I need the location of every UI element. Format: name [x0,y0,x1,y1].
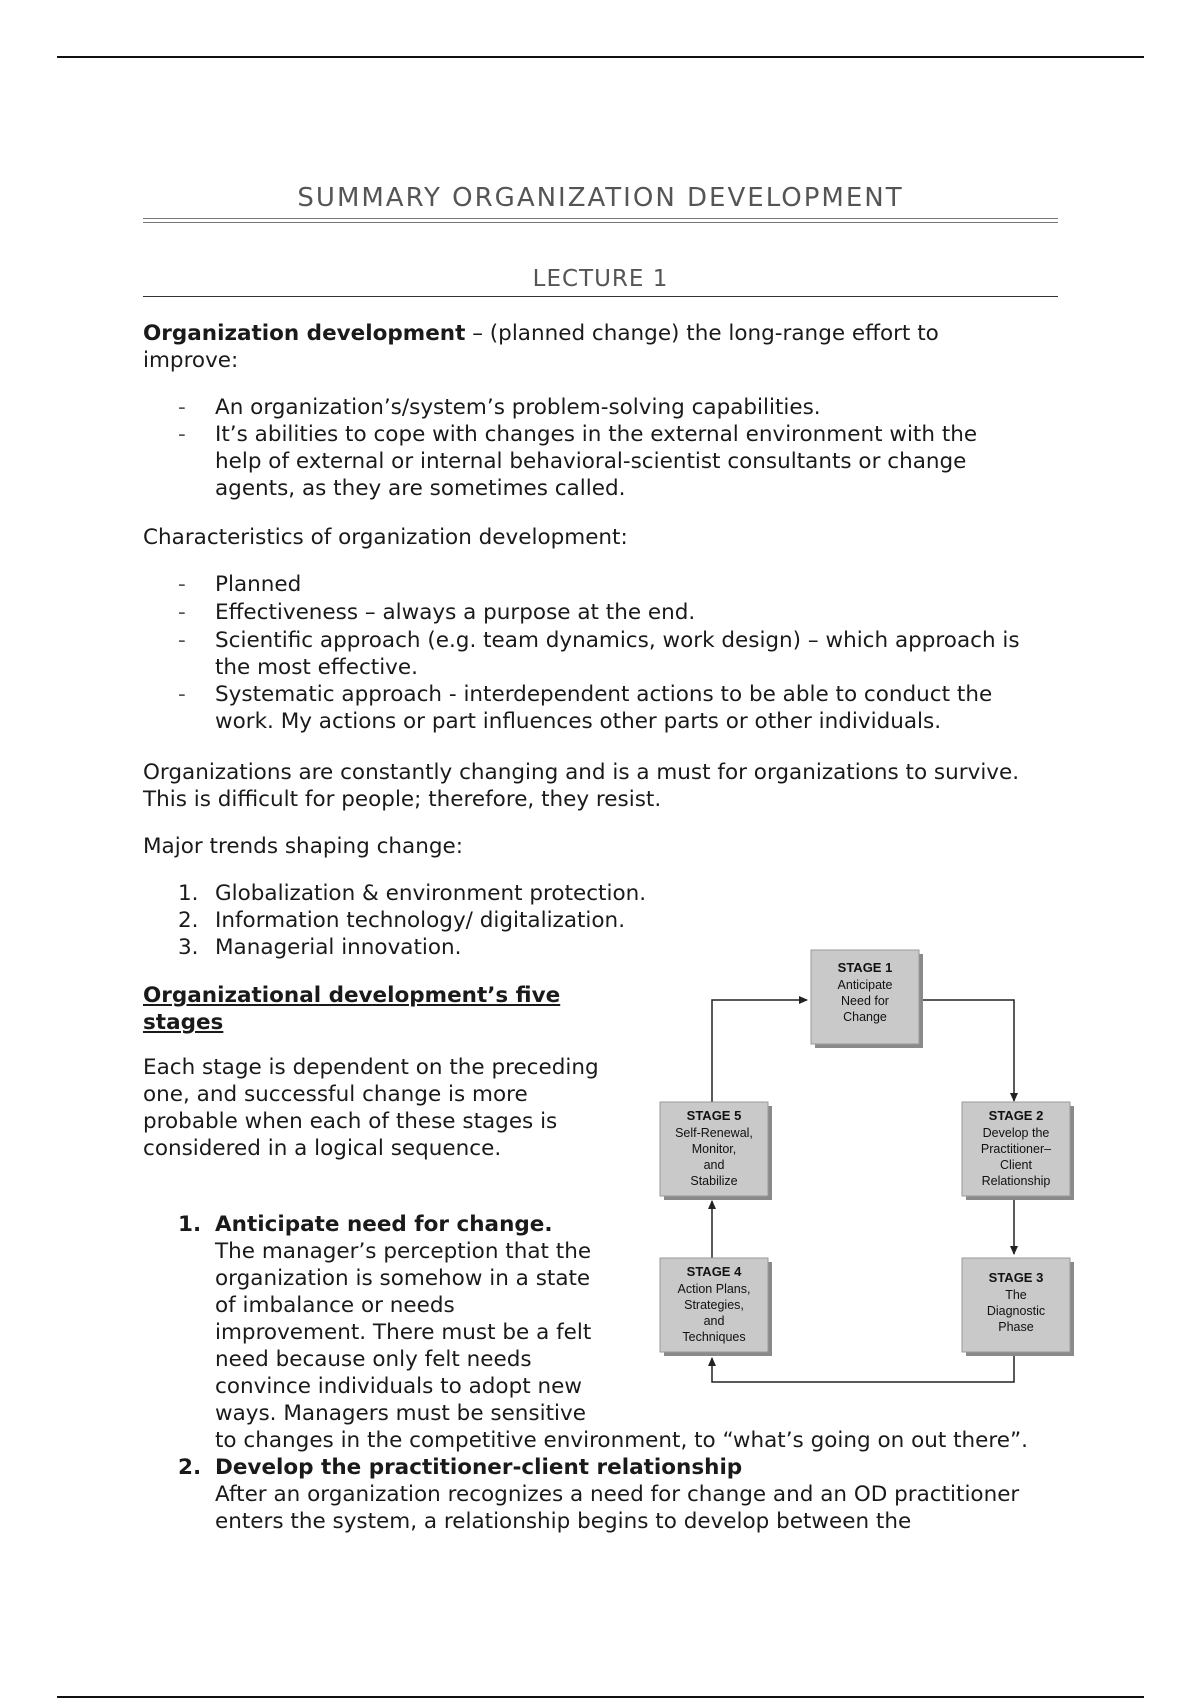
svg-text:Client: Client [1000,1158,1032,1172]
svg-text:and: and [703,1314,725,1328]
definition-text-line2: improve: [143,348,239,373]
stage-body: After an organization recognizes a need for change and an OD practitioner enters the system, a relationship begins to develop between the [215,1482,1020,1534]
list-item: 2. Develop the practitioner-client relationship After an organization recognizes a need for change and an OD practitioner enters the system, a relationship begins to develop between the [178,1454,1058,1535]
definition-bullets [178,394,1058,502]
bullet-dash: - [178,600,186,625]
stage3-box [962,1258,1074,1356]
bullet-dash: - [178,395,186,420]
svg-text:Techniques: Techniques [682,1330,746,1344]
svg-text:and: and [703,1158,725,1172]
svg-text:Self-Renewal,: Self-Renewal, [675,1126,753,1140]
svg-text:Strategies,: Strategies, [684,1298,744,1312]
svg-text:The: The [1005,1288,1027,1302]
stages-heading: Organizational development’s five stages [143,983,561,1035]
stage5-label: STAGE 5 [686,1108,742,1123]
svg-text:Action Plans,: Action Plans, [677,1282,751,1296]
footer-rule [57,1696,1144,1698]
document-title: SUMMARY ORGANIZATION DEVELOPMENT [297,183,904,213]
stage4-label: STAGE 4 [686,1264,742,1279]
list-item: 1. Globalization & environment protection. [178,881,647,906]
stage1-box [811,950,923,1048]
stage-title: Develop the practitioner-client relationship [215,1455,743,1480]
trends-intro: Major trends shaping change: [143,834,463,859]
bullet-dash: - [178,422,186,447]
list-item: - Systematic approach - interdependent actions to be able to conduct the work. My actions or part influences other parts or other individuals. [178,682,993,734]
stage2-box [962,1102,1074,1200]
title-double-rule [143,218,1058,223]
od-stages-diagram [632,938,1086,1390]
stage3-label: STAGE 3 [988,1270,1044,1285]
svg-text:Stabilize: Stabilize [690,1174,738,1188]
list-item: - An organization’s/system’s problem-solving capabilities. [178,395,821,420]
list-item: 1. Anticipate need for change. The manager’s perception that the organization is somehow in a state of imbalance or needs improvement. There must be a felt need because only felt needs convince individuals to adopt new ways. Managers must be sensitive to changes in the competitive environment, to “what’s going on out there”. [178,1211,1058,1454]
svg-text:Practitioner–: Practitioner– [980,1142,1052,1156]
characteristics-intro: Characteristics of organization development: [143,525,628,550]
bullet-dash: - [178,628,186,653]
stage2-label: STAGE 2 [988,1108,1044,1123]
list-item: - Planned [178,572,302,597]
header-rule [57,56,1144,58]
svg-text:Diagnostic: Diagnostic [986,1304,1046,1318]
definition-term: Organization development [143,321,466,346]
bullet-dash: - [178,682,186,707]
change-paragraph: Organizations are constantly changing and is a must for organizations to survive. This is difficult for people; therefore, they resist. [143,760,1020,812]
stage1-label: STAGE 1 [837,960,893,975]
arrow-stage5-to-stage1 [712,1000,807,1103]
svg-text:Need for: Need for [841,994,889,1008]
svg-text:Develop the: Develop the [982,1126,1050,1140]
definition-text-line1: – (planned change) the long-range effort to [465,321,939,346]
svg-text:Anticipate: Anticipate [837,978,893,992]
stage5-box [660,1102,772,1200]
stage-body: The manager’s perception that the organization is somehow in a state of imbalance or needs improvement. There must be a felt need because only felt needs convince individuals to adopt new ways. Managers must be sensitive to changes in the competitive environment, to “what’s going on out there”. [215,1239,1028,1453]
list-item: - Scientific approach (e.g. team dynamics, work design) – which approach is the most effective. [178,628,1020,680]
definition-paragraph [143,320,1058,374]
list-item: 3. Managerial innovation. [178,935,462,960]
list-item: - Effectiveness – always a purpose at the end. [178,600,696,625]
svg-text:Relationship: Relationship [981,1174,1051,1188]
list-item: - It’s abilities to cope with changes in the external environment with the help of external or internal behavioral-scientist consultants or change agents, as they are sometimes called. [178,422,978,501]
stage-title: Anticipate need for change. [215,1212,553,1237]
stage4-box [660,1258,772,1356]
stages-intro: Each stage is dependent on the preceding one, and successful change is more probable when each of these stages is considered in a logical sequence. [143,1055,599,1161]
svg-text:Change: Change [843,1010,887,1024]
lecture-rule [143,296,1058,297]
lecture-heading: LECTURE 1 [532,266,669,292]
list-item: 2. Information technology/ digitalization. [178,908,626,933]
bullet-dash: - [178,572,186,597]
svg-text:Phase: Phase [998,1320,1034,1334]
od-stages-diagram-svg [632,938,1086,1390]
characteristics-list [178,571,1058,735]
svg-text:Monitor,: Monitor, [691,1142,737,1156]
